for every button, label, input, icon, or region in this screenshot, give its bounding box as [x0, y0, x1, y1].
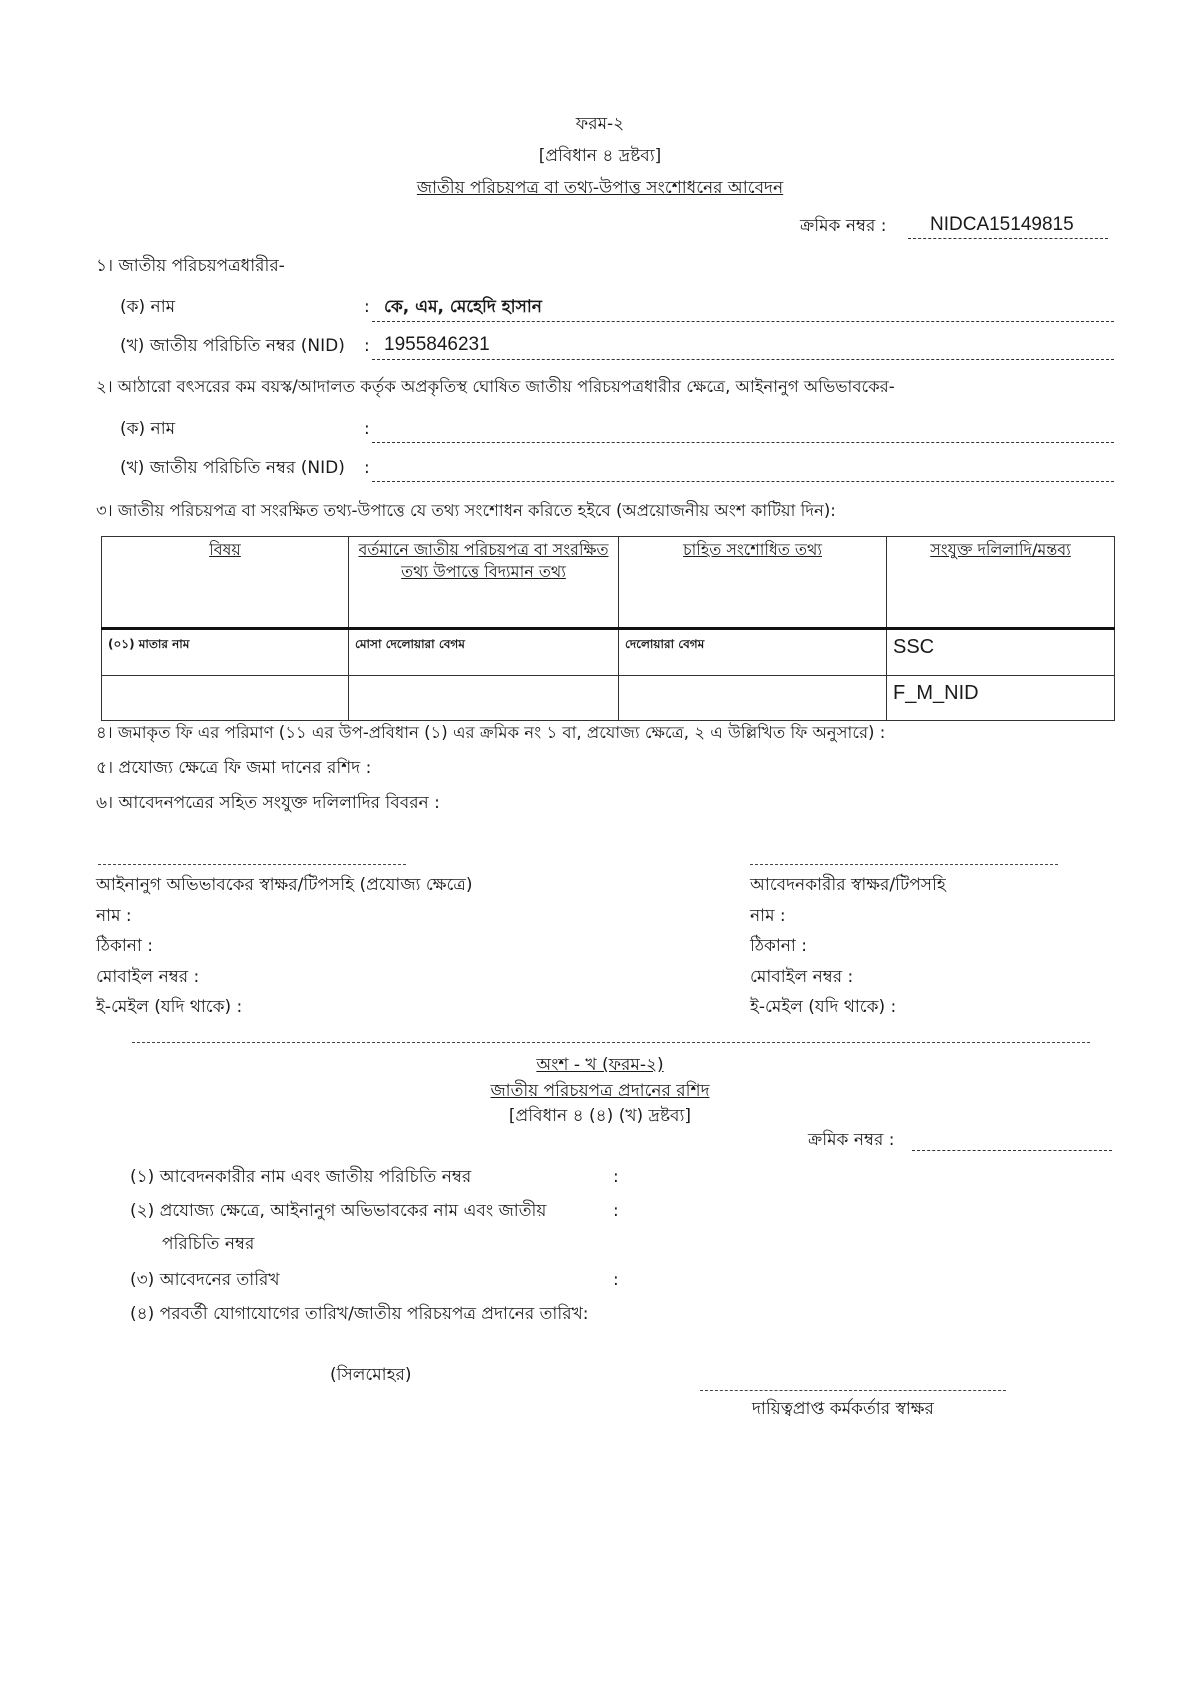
- table-cell-requested: দেলোয়ারা বেগম: [619, 629, 887, 676]
- seal-label: (সিলমোহর): [330, 1365, 412, 1385]
- holder-name-colon: :: [364, 297, 370, 317]
- tear-off-divider: [132, 1042, 1090, 1043]
- form-title: জাতীয় পরিচয়পত্র বা তথ্য-উপাত্ত সংশোধনের আবেদন: [416, 178, 784, 198]
- table-row: [102, 629, 1115, 676]
- table-header-existing: বর্তমানে জাতীয় পরিচয়পত্র বা সংরক্ষিত তথ্য উপাত্তে বিদ্যমান তথ্য: [349, 537, 619, 629]
- section6-documents: ৬। আবেদনপত্রের সহিত সংযুক্ত দলিলাদির বিবরন :: [96, 793, 440, 813]
- guardian-name-colon: :: [364, 419, 370, 439]
- section3-heading: ৩। জাতীয় পরিচয়পত্র বা সংরক্ষিত তথ্য-উপাত্তে যে তথ্য সংশোধন করিতে হইবে (অপ্রয়োজনীয় অংশ কাটিয়া দিন):: [96, 501, 836, 520]
- section2-heading: ২। আঠারো বৎসরের কম বয়স্ক/আদালত কর্তৃক অপ্রকৃতিস্থ ঘোষিত জাতীয় পরিচয়পত্রধারীর ক্ষেত্রে, আইনানুগ অভিভাবকের-: [96, 377, 895, 396]
- receipt-title: জাতীয় পরিচয়পত্র প্রদানের রশিদ: [490, 1081, 710, 1101]
- holder-nid-colon: :: [364, 336, 370, 356]
- receipt-item-2-colon: :: [613, 1201, 619, 1221]
- receipt-item-3-colon: :: [613, 1270, 619, 1290]
- section4-fee: ৪। জমাকৃত ফি এর পরিমাণ (১১ এর উপ-প্রবিধান (১) এর ক্রমিক নং ১ বা, প্রযোজ্য ক্ষেত্রে, ২ এ উল্লিখিত ফি অনুসারে) :: [96, 723, 886, 742]
- section1-heading: ১। জাতীয় পরিচয়পত্রধারীর-: [96, 256, 285, 276]
- table-cell-requested: [619, 676, 887, 721]
- table-header-subject: বিষয়: [102, 537, 349, 629]
- holder-name-value: কে, এম, মেহেদি হাসান: [384, 297, 542, 317]
- holder-name-underline: [372, 321, 1114, 322]
- applicant-signature-title: আবেদনকারীর স্বাক্ষর/টিপসহি: [750, 875, 946, 895]
- receipt-item-2: (২) প্রযোজ্য ক্ষেত্রে, আইনানুগ অভিভাবকের নাম এবং জাতীয়: [130, 1201, 547, 1221]
- table-cell-subject: [102, 676, 349, 721]
- table-cell-attachment: F_M_NID: [887, 676, 1115, 721]
- applicant-signature-line: [750, 864, 1058, 865]
- guardian-signature-line: [98, 864, 406, 865]
- holder-name-label: (ক) নাম: [120, 297, 176, 317]
- form-number: ফরম-২: [575, 114, 625, 134]
- holder-nid-value: 1955846231: [384, 334, 490, 355]
- receipt-rule-reference: [প্রবিধান ৪ (৪) (খ) দ্রষ্টব্য]: [508, 1106, 692, 1126]
- receipt-item-1-colon: :: [613, 1167, 619, 1187]
- guardian-nid-colon: :: [364, 458, 370, 478]
- table-cell-subject: (০১) মাতার নাম: [102, 629, 349, 676]
- table-header-requested: চাহিত সংশোধিত তথ্য: [619, 537, 887, 629]
- applicant-mobile: মোবাইল নম্বর :: [750, 967, 854, 987]
- serial-underline: [908, 238, 1108, 239]
- guardian-nid-underline: [372, 481, 1114, 482]
- receipt-serial-underline: [912, 1150, 1112, 1151]
- officer-signature-label: দায়িত্বপ্রাপ্ত কর্মকর্তার স্বাক্ষর: [752, 1399, 934, 1419]
- guardian-address: ঠিকানা :: [96, 936, 153, 956]
- guardian-signature-title: আইনানুগ অভিভাবকের স্বাক্ষর/টিপসহি (প্রযোজ্য ক্ষেত্রে): [96, 875, 473, 895]
- table-header-row: [102, 537, 1115, 629]
- guardian-email: ই-মেইল (যদি থাকে) :: [96, 997, 243, 1017]
- table-header-attachments: সংযুক্ত দলিলাদি/মন্তব্য: [887, 537, 1115, 629]
- receipt-serial-label: ক্রমিক নম্বর :: [808, 1130, 895, 1150]
- holder-nid-label: (খ) জাতীয় পরিচিতি নম্বর (NID): [120, 336, 345, 356]
- serial-label: ক্রমিক নম্বর :: [800, 216, 887, 236]
- serial-value: NIDCA15149815: [930, 214, 1074, 235]
- table-cell-existing: মোসা দেলোয়ারা বেগম: [349, 629, 619, 676]
- applicant-name: নাম :: [750, 906, 786, 926]
- guardian-name-label: (ক) নাম: [120, 419, 176, 439]
- applicant-email: ই-মেইল (যদি থাকে) :: [750, 997, 897, 1017]
- officer-signature-line: [700, 1390, 1006, 1391]
- receipt-item-3: (৩) আবেদনের তারিখ: [130, 1270, 280, 1290]
- receipt-item-1: (১) আবেদনকারীর নাম এবং জাতীয় পরিচিতি নম্বর: [130, 1167, 472, 1187]
- applicant-address: ঠিকানা :: [750, 936, 807, 956]
- correction-table: [101, 536, 1115, 721]
- table-row: [102, 676, 1115, 721]
- section5-receipt: ৫। প্রযোজ্য ক্ষেত্রে ফি জমা দানের রশিদ :: [96, 758, 372, 778]
- receipt-item-4: (৪) পরবর্তী যোগাযোগের তারিখ/জাতীয় পরিচয়পত্র প্রদানের তারিখ:: [130, 1304, 589, 1324]
- guardian-name-underline: [372, 442, 1114, 443]
- receipt-part-title: অংশ - খ (ফরম-২): [536, 1055, 664, 1075]
- receipt-item-2-continued: পরিচিতি নম্বর: [162, 1234, 255, 1254]
- holder-nid-underline: [372, 359, 1114, 360]
- guardian-mobile: মোবাইল নম্বর :: [96, 967, 200, 987]
- table-cell-existing: [349, 676, 619, 721]
- table-cell-attachment: SSC: [887, 629, 1115, 676]
- rule-reference: [প্রবিধান ৪ দ্রষ্টব্য]: [538, 146, 662, 166]
- guardian-nid-label: (খ) জাতীয় পরিচিতি নম্বর (NID): [120, 458, 345, 478]
- guardian-name: নাম :: [96, 906, 132, 926]
